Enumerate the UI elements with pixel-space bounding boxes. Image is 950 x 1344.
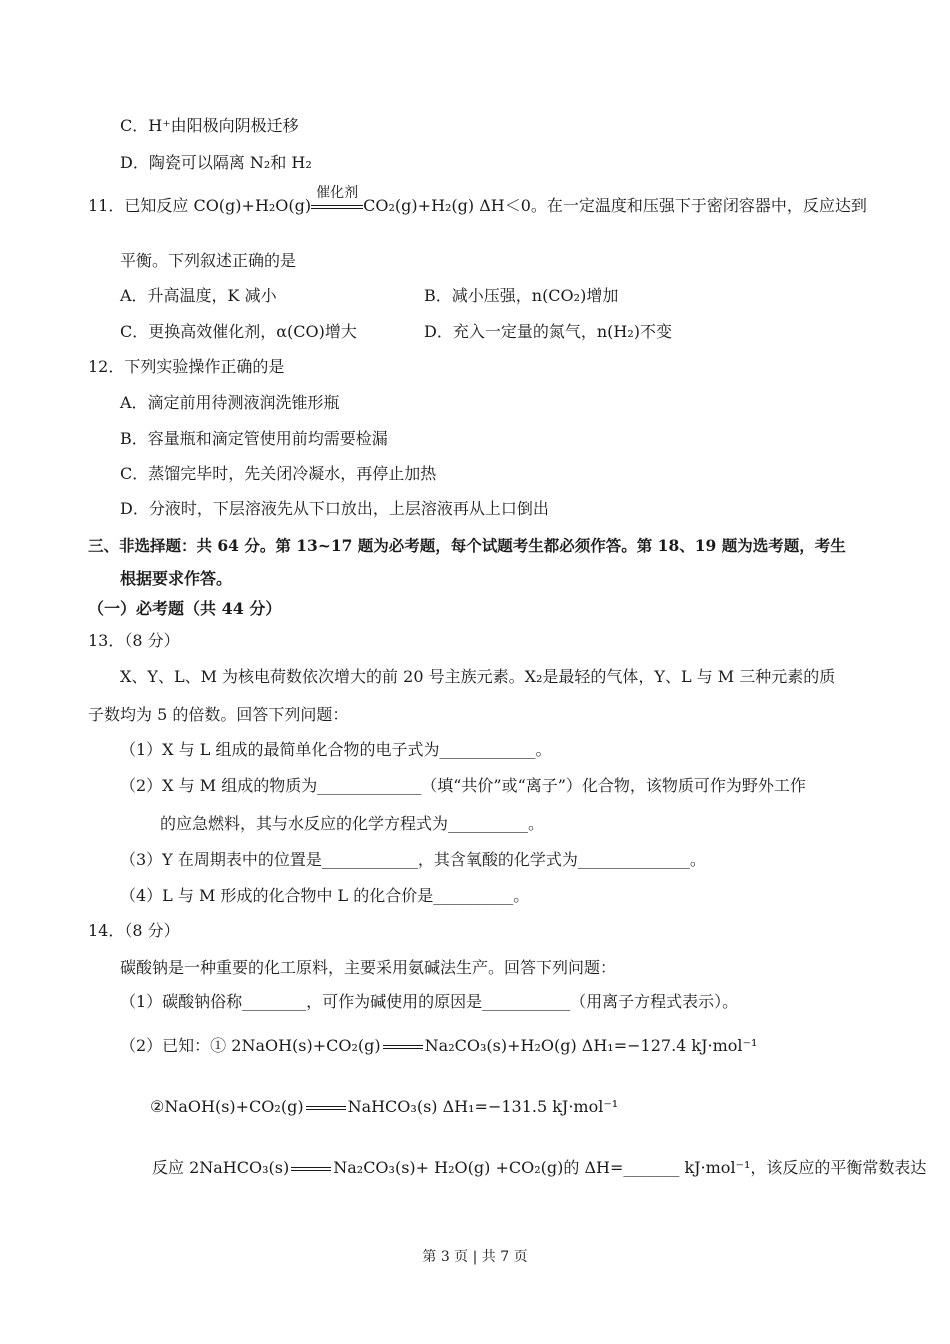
q13-part-3: （3）Y 在周期表中的位置是____________，其含氧酸的化学式为______________。: [120, 850, 706, 869]
q13-part-1: （1）X 与 L 组成的最简单化合物的电子式为____________。: [120, 740, 552, 759]
q14-reaction-tail: Na₂CO₃(s)+ H₂O(g) +CO₂(g)的 ΔH=_______ kJ·mol⁻¹，该反应的平衡常数表达: [333, 1158, 927, 1177]
q14-intro: 碳酸钠是一种重要的化工原料，主要采用氨碱法生产。回答下列问题：: [120, 958, 617, 977]
q11-option-a: A．升高温度，K 减小: [120, 286, 277, 305]
q10-option-d: D．陶瓷可以隔离 N₂和 H₂: [120, 153, 312, 172]
equals-sign: [383, 1045, 423, 1049]
q13-intro-line2: 子数均为 5 的倍数。回答下列问题：: [88, 705, 349, 724]
q10-option-c: C．H⁺由阳极向阴极迁移: [120, 116, 299, 135]
q12-option-c: C．蒸馏完毕时，先关闭冷凝水，再停止加热: [120, 464, 437, 483]
q12-option-a: A．滴定前用待测液润洗锥形瓶: [120, 393, 340, 412]
q14-equation-2-tail: NaHCO₃(s) ΔH₁=−131.5 kJ·mol⁻¹: [347, 1097, 619, 1116]
q14-equation-1-lead: （2）已知：① 2NaOH(s)+CO₂(g): [120, 1036, 381, 1055]
q11-stem: [88, 184, 867, 217]
q13-intro: X、Y、L、M 为核电荷数依次增大的前 20 号主族元素。X₂是最轻的气体，Y、L 与 M 三种元素的质: [120, 667, 836, 686]
q14-reaction-lead: 反应 2NaHCO₃(s): [152, 1158, 290, 1177]
q11-stem-lead: 11．已知反应 CO(g)+H₂O(g): [88, 196, 312, 215]
section-3-heading-line2: 根据要求作答。: [120, 569, 233, 588]
q14-equation-2-lead: ②NaOH(s)+CO₂(g): [150, 1097, 304, 1116]
catalyst-label: 催化剂: [316, 184, 359, 201]
q14-equation-1: [120, 1036, 757, 1056]
q14-number: 14．（8 分）: [88, 921, 180, 940]
catalyst-equals-sign: [311, 184, 363, 217]
q13-part-4: （4）L 与 M 形成的化合物中 L 的化合价是__________。: [120, 886, 530, 905]
q11-option-b: B．减小压强，n(CO₂)增加: [424, 286, 619, 305]
section-3-heading: 三、非选择题：共 64 分。第 13~17 题为必考题，每个试题考生都必须作答。第 18、19 题为选考题，考生: [88, 536, 846, 555]
required-questions-heading: （一）必考题（共 44 分）: [88, 599, 282, 618]
q14-reaction: [152, 1158, 926, 1178]
q14-equation-2: [150, 1097, 618, 1117]
q14-equation-1-tail: Na₂CO₃(s)+H₂O(g) ΔH₁=−127.4 kJ·mol⁻¹: [424, 1036, 758, 1055]
q12-option-d: D．分液时，下层溶液先从下口放出，上层溶液再从上口倒出: [120, 499, 549, 518]
equals-sign: [306, 1106, 346, 1110]
q14-part-1: （1）碳酸钠俗称________，可作为碱使用的原因是___________（用离子方程式表示）。: [120, 992, 739, 1011]
q13-part-2: （2）X 与 M 组成的物质为_____________（填“共价”或“离子”）化合物，该物质可作为野外工作: [120, 776, 806, 795]
q11-option-c: C．更换高效催化剂，α(CO)增大: [120, 322, 357, 341]
q13-part-2-line2: 的应急燃料，其与水反应的化学方程式为__________。: [160, 814, 545, 833]
q11-stem-line2: 平衡。下列叙述正确的是: [120, 251, 297, 270]
q11-stem-tail: CO₂(g)+H₂(g) ΔH＜0。在一定温度和压强下于密闭容器中，反应达到: [363, 196, 867, 215]
q13-number: 13．（8 分）: [88, 631, 180, 650]
q11-option-d: D．充入一定量的氮气，n(H₂)不变: [424, 322, 672, 341]
equals-sign: [291, 1167, 331, 1171]
q12-stem: 12．下列实验操作正确的是: [88, 357, 285, 376]
page-footer: 第 3 页 | 共 7 页: [422, 1249, 528, 1265]
q12-option-b: B．容量瓶和滴定管使用前均需要检漏: [120, 429, 388, 448]
